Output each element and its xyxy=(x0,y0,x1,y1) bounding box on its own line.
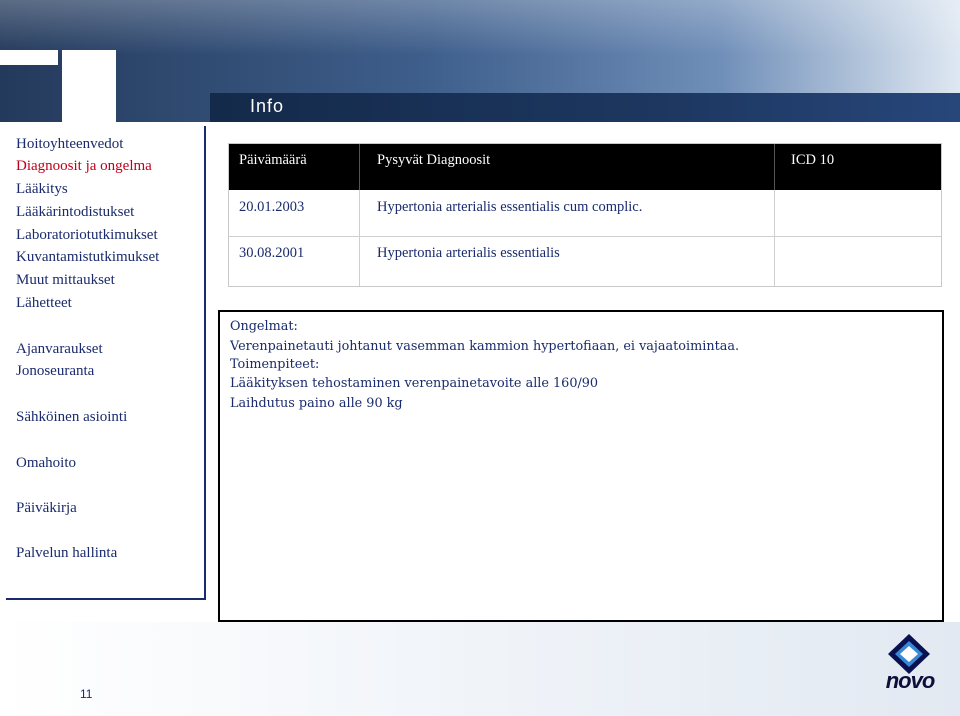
action-item: Lääkityksen tehostaminen verenpainetavoite alle 160/90 xyxy=(230,376,599,391)
header-title-bar xyxy=(210,93,960,122)
problems-heading: Ongelmat: xyxy=(230,319,298,334)
header-banner xyxy=(0,0,960,122)
table-cell-date: 20.01.2003 xyxy=(239,199,305,215)
action-item: Laihdutus paino alle 90 kg xyxy=(230,396,403,411)
table-header-row xyxy=(229,144,941,190)
notes-panel xyxy=(218,310,944,622)
sidebar-item-laboratoriotutkimukset[interactable]: Laboratoriotutkimukset xyxy=(16,227,158,243)
sidebar-item-muut-mittaukset[interactable]: Muut mittaukset xyxy=(16,272,115,288)
column-divider xyxy=(359,144,360,190)
table-cell-date: 30.08.2001 xyxy=(239,245,305,261)
table-cell-diagnosis[interactable]: Hypertonia arterialis essentialis xyxy=(377,245,560,261)
sidebar-item-kuvantamistutkimukset[interactable]: Kuvantamistutkimukset xyxy=(16,249,160,265)
page-title: Info xyxy=(250,96,285,116)
sidebar-item-omahoito[interactable]: Omahoito xyxy=(16,455,76,471)
sidebar-item-diagnoosit[interactable]: Diagnoosit ja ongelma xyxy=(16,158,152,174)
header-logo-block xyxy=(62,50,116,122)
column-divider xyxy=(774,190,775,286)
diagnoses-table xyxy=(228,143,942,287)
problems-text: Verenpainetauti johtanut vasemman kammion hypertofiaan, ei vajaatoimintaa. xyxy=(230,339,740,354)
actions-heading: Toimenpiteet: xyxy=(230,357,320,372)
sidebar-item-palvelun-hallinta[interactable]: Palvelun hallinta xyxy=(16,545,118,561)
novo-logo-text: novo xyxy=(885,668,935,693)
column-header-icd: ICD 10 xyxy=(791,152,835,168)
row-divider xyxy=(229,236,941,237)
sidebar-item-jonoseuranta[interactable]: Jonoseuranta xyxy=(16,363,95,379)
sidebar-item-laakarintodistukset[interactable]: Lääkärintodistukset xyxy=(16,204,135,220)
column-header-date: Päivämäärä xyxy=(239,152,307,168)
sidebar-item-laakitys[interactable]: Lääkitys xyxy=(16,181,68,197)
header-logo-block xyxy=(0,50,58,65)
sidebar-item-hoitoyhteenvedot[interactable]: Hoitoyhteenvedot xyxy=(16,136,124,152)
footer-band xyxy=(0,622,960,716)
table-cell-diagnosis[interactable]: Hypertonia arterialis essentialis cum complic. xyxy=(377,199,643,215)
sidebar-item-paivakirja[interactable]: Päiväkirja xyxy=(16,500,77,516)
sidebar-item-lahetteet[interactable]: Lähetteet xyxy=(16,295,72,311)
sidebar-item-ajanvaraukset[interactable]: Ajanvaraukset xyxy=(16,341,103,357)
column-divider xyxy=(359,190,360,286)
sidebar-nav xyxy=(6,126,206,600)
page-number: 11 xyxy=(80,687,93,701)
header-sheen xyxy=(0,0,960,55)
column-divider xyxy=(774,144,775,190)
column-header-diagnosis: Pysyvät Diagnoosit xyxy=(377,152,491,168)
sidebar-item-sahkoinen-asiointi[interactable]: Sähköinen asiointi xyxy=(16,409,128,425)
